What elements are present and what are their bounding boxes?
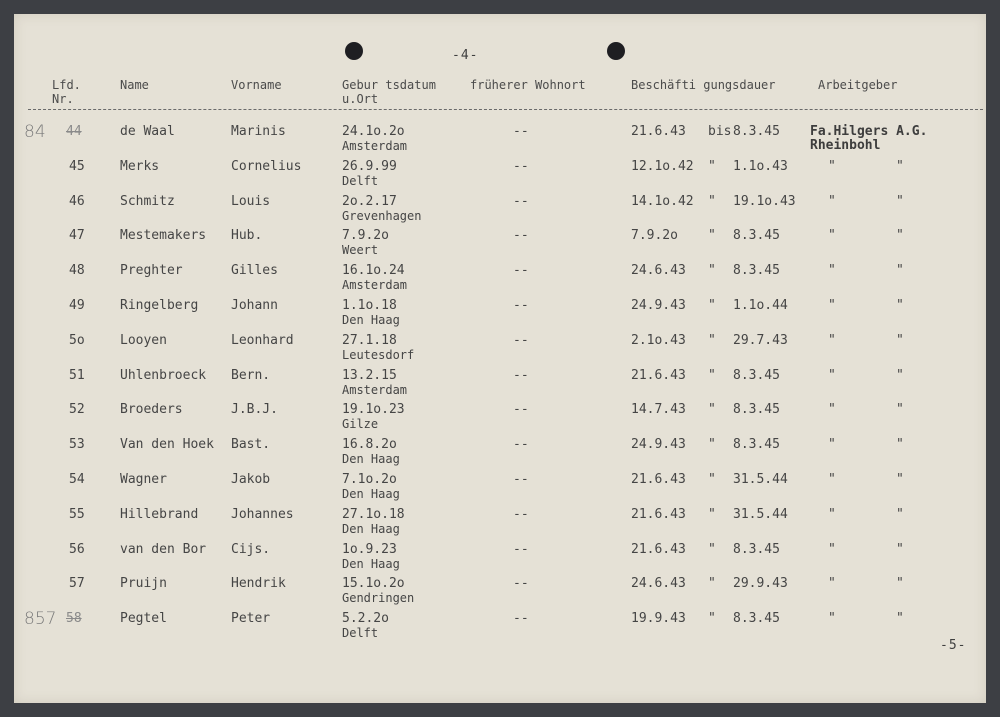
row-vorname: Peter bbox=[231, 611, 271, 626]
row-wohnort: -- bbox=[513, 402, 529, 417]
row-ditto-dauer: " bbox=[708, 542, 716, 557]
birth-date: 26.9.99 bbox=[342, 159, 397, 174]
row-to: 19.1o.43 bbox=[733, 194, 796, 209]
row-ditto-employer-1: " bbox=[828, 159, 836, 174]
row-ditto-employer-1: " bbox=[828, 576, 836, 591]
header-divider bbox=[28, 109, 983, 110]
row-ditto-employer-1: " bbox=[828, 368, 836, 383]
row-ditto-dauer: " bbox=[708, 472, 716, 487]
row-wohnort: -- bbox=[513, 472, 529, 487]
row-from: 7.9.2o bbox=[631, 228, 678, 243]
birth-place: Den Haag bbox=[342, 557, 400, 571]
row-number: 51 bbox=[69, 368, 85, 383]
row-vorname: Cornelius bbox=[231, 159, 302, 174]
row-ditto-employer-1: " bbox=[828, 194, 836, 209]
row-birth bbox=[342, 229, 389, 257]
row-birth bbox=[342, 125, 407, 153]
row-to: 8.3.45 bbox=[733, 611, 780, 626]
employer-line1: Fa.Hilgers A.G. bbox=[810, 124, 928, 139]
row-ditto-employer-1: " bbox=[828, 402, 836, 417]
row-wohnort: -- bbox=[513, 124, 529, 139]
row-to: 31.5.44 bbox=[733, 507, 788, 522]
row-birth bbox=[342, 612, 389, 640]
row-number: 48 bbox=[69, 263, 85, 278]
birth-place: Amsterdam bbox=[342, 383, 408, 397]
row-number: 55 bbox=[69, 507, 85, 522]
document-page bbox=[14, 14, 986, 703]
row-ditto-employer-2: " bbox=[896, 194, 904, 209]
row-number: 54 bbox=[69, 472, 85, 487]
row-to: 8.3.45 bbox=[733, 124, 780, 139]
row-wohnort: -- bbox=[513, 507, 529, 522]
row-birth bbox=[342, 369, 407, 397]
row-name: Broeders bbox=[120, 402, 183, 417]
row-ditto-employer-2: " bbox=[896, 507, 904, 522]
birth-date: 19.1o.23 bbox=[342, 402, 405, 417]
row-birth bbox=[342, 195, 421, 223]
row-vorname: Hub. bbox=[231, 228, 263, 243]
row-to: 1.1o.43 bbox=[733, 159, 788, 174]
row-number: 53 bbox=[69, 437, 85, 452]
row-ditto-employer-2: " bbox=[896, 611, 904, 626]
row-number: 52 bbox=[69, 402, 85, 417]
row-ditto-employer-2: " bbox=[896, 437, 904, 452]
row-wohnort: -- bbox=[513, 194, 529, 209]
row-from: 14.1o.42 bbox=[631, 194, 694, 209]
row-wohnort: -- bbox=[513, 437, 529, 452]
row-birth bbox=[342, 438, 400, 466]
birth-place: Amsterdam bbox=[342, 278, 408, 292]
row-name: Pruijn bbox=[120, 576, 167, 591]
birth-place: Den Haag bbox=[342, 452, 400, 466]
row-ditto-employer-1: " bbox=[828, 542, 836, 557]
birth-date: 7.1o.2o bbox=[342, 472, 397, 487]
row-from: 21.6.43 bbox=[631, 124, 686, 139]
row-ditto-dauer: " bbox=[708, 333, 716, 348]
row-to: 29.7.43 bbox=[733, 333, 788, 348]
row-wohnort: -- bbox=[513, 611, 529, 626]
row-ditto-dauer: " bbox=[708, 437, 716, 452]
row-ditto-employer-2: " bbox=[896, 159, 904, 174]
row-ditto-employer-1: " bbox=[828, 472, 836, 487]
header-geburtsdatum: Gebur tsdatum u.Ort bbox=[342, 78, 436, 106]
row-wohnort: -- bbox=[513, 576, 529, 591]
birth-place: Den Haag bbox=[342, 522, 400, 536]
row-number: 44 bbox=[66, 124, 82, 139]
row-ditto-employer-1: " bbox=[828, 437, 836, 452]
row-ditto-employer-2: " bbox=[896, 368, 904, 383]
row-birth bbox=[342, 299, 400, 327]
row-from: 24.6.43 bbox=[631, 576, 686, 591]
row-number: 46 bbox=[69, 194, 85, 209]
row-wohnort: -- bbox=[513, 228, 529, 243]
row-wohnort: -- bbox=[513, 368, 529, 383]
row-from: 21.6.43 bbox=[631, 542, 686, 557]
birth-date: 1o.9.23 bbox=[342, 542, 397, 557]
birth-place: Gilze bbox=[342, 417, 379, 431]
birth-date: 1.1o.18 bbox=[342, 298, 397, 313]
row-to: 29.9.43 bbox=[733, 576, 788, 591]
handwritten-number: 857 bbox=[24, 609, 57, 629]
row-wohnort: -- bbox=[513, 333, 529, 348]
row-number: 47 bbox=[69, 228, 85, 243]
punch-hole-left bbox=[345, 42, 363, 60]
row-from: 21.6.43 bbox=[631, 507, 686, 522]
row-ditto-employer-2: " bbox=[896, 576, 904, 591]
row-number: 5o bbox=[69, 333, 85, 348]
birth-place: Amsterdam bbox=[342, 139, 408, 153]
header-arbeitgeber: Arbeitgeber bbox=[818, 78, 898, 92]
row-name: Van den Hoek bbox=[120, 437, 214, 452]
row-name: Ringelberg bbox=[120, 298, 199, 313]
birth-place: Den Haag bbox=[342, 313, 400, 327]
row-birth bbox=[342, 577, 414, 605]
row-ditto-employer-1: " bbox=[828, 507, 836, 522]
birth-place: Delft bbox=[342, 626, 379, 640]
row-ditto-dauer: " bbox=[708, 228, 716, 243]
row-vorname: Leonhard bbox=[231, 333, 294, 348]
birth-date: 13.2.15 bbox=[342, 368, 397, 383]
birth-place: Weert bbox=[342, 243, 379, 257]
row-number: 57 bbox=[69, 576, 85, 591]
birth-date: 16.1o.24 bbox=[342, 263, 405, 278]
birth-date: 15.1o.2o bbox=[342, 576, 405, 591]
header-lfd: Lfd. Nr. bbox=[52, 78, 81, 106]
birth-date: 24.1o.2o bbox=[342, 124, 405, 139]
header-wohnort: früherer Wohnort bbox=[470, 78, 586, 92]
header-vorname: Vorname bbox=[231, 78, 282, 92]
row-ditto-dauer: " bbox=[708, 576, 716, 591]
row-from: 21.6.43 bbox=[631, 472, 686, 487]
row-birth bbox=[342, 160, 397, 188]
row-from: 21.6.43 bbox=[631, 368, 686, 383]
row-to: 8.3.45 bbox=[733, 402, 780, 417]
row-ditto-dauer: " bbox=[708, 402, 716, 417]
birth-date: 5.2.2o bbox=[342, 611, 389, 626]
row-birth bbox=[342, 264, 407, 292]
row-vorname: Johannes bbox=[231, 507, 294, 522]
row-number: 56 bbox=[69, 542, 85, 557]
row-ditto-employer-1: " bbox=[828, 263, 836, 278]
employer-line2: Rheinbohl bbox=[810, 138, 881, 153]
birth-date: 7.9.2o bbox=[342, 228, 389, 243]
row-ditto-dauer: " bbox=[708, 298, 716, 313]
row-vorname: Marinis bbox=[231, 124, 286, 139]
row-vorname: Bast. bbox=[231, 437, 271, 452]
header-dauer: Beschäfti gungsdauer bbox=[631, 78, 776, 92]
row-ditto-employer-2: " bbox=[896, 472, 904, 487]
row-birth bbox=[342, 473, 400, 501]
row-wohnort: -- bbox=[513, 542, 529, 557]
row-ditto-employer-2: " bbox=[896, 333, 904, 348]
row-from: 24.9.43 bbox=[631, 298, 686, 313]
row-ditto-employer-2: " bbox=[896, 542, 904, 557]
birth-place: Grevenhagen bbox=[342, 209, 422, 223]
row-name: Pegtel bbox=[120, 611, 167, 626]
row-name: Preghter bbox=[120, 263, 183, 278]
row-wohnort: -- bbox=[513, 159, 529, 174]
row-number: 45 bbox=[69, 159, 85, 174]
row-ditto-employer-2: " bbox=[896, 228, 904, 243]
birth-date: 2o.2.17 bbox=[342, 194, 397, 209]
row-ditto-dauer: " bbox=[708, 194, 716, 209]
row-name: Uhlenbroeck bbox=[120, 368, 207, 383]
row-to: 8.3.45 bbox=[733, 368, 780, 383]
row-from: 14.7.43 bbox=[631, 402, 686, 417]
row-employer bbox=[810, 125, 927, 153]
row-name: Looyen bbox=[120, 333, 167, 348]
row-name: van den Bor bbox=[120, 542, 207, 557]
row-to: 8.3.45 bbox=[733, 263, 780, 278]
row-ditto-dauer: " bbox=[708, 368, 716, 383]
row-name: Hillebrand bbox=[120, 507, 199, 522]
row-from: 24.9.43 bbox=[631, 437, 686, 452]
row-ditto-dauer: " bbox=[708, 159, 716, 174]
birth-date: 27.1.18 bbox=[342, 333, 397, 348]
row-vorname: Gilles bbox=[231, 263, 278, 278]
row-to: 8.3.45 bbox=[733, 437, 780, 452]
row-ditto-employer-1: " bbox=[828, 333, 836, 348]
row-number: 58 bbox=[66, 611, 82, 626]
row-to: 31.5.44 bbox=[733, 472, 788, 487]
birth-date: 27.1o.18 bbox=[342, 507, 405, 522]
row-vorname: Hendrik bbox=[231, 576, 286, 591]
row-ditto-employer-1: " bbox=[828, 298, 836, 313]
row-vorname: Johann bbox=[231, 298, 278, 313]
header-name: Name bbox=[120, 78, 149, 92]
birth-place: Gendringen bbox=[342, 591, 415, 605]
row-birth bbox=[342, 334, 414, 362]
row-name: Wagner bbox=[120, 472, 167, 487]
next-page-marker: -5- bbox=[940, 638, 967, 653]
row-from: 24.6.43 bbox=[631, 263, 686, 278]
row-from: 19.9.43 bbox=[631, 611, 686, 626]
row-ditto-employer-1: " bbox=[828, 228, 836, 243]
birth-date: 16.8.2o bbox=[342, 437, 397, 452]
row-to: 1.1o.44 bbox=[733, 298, 788, 313]
row-vorname: Cijs. bbox=[231, 542, 271, 557]
row-from: 2.1o.43 bbox=[631, 333, 686, 348]
birth-place: Delft bbox=[342, 174, 379, 188]
handwritten-number: 84 bbox=[24, 122, 46, 142]
row-ditto-dauer: " bbox=[708, 263, 716, 278]
row-name: Mestemakers bbox=[120, 228, 207, 243]
row-birth bbox=[342, 403, 405, 431]
row-birth bbox=[342, 543, 400, 571]
row-name: Merks bbox=[120, 159, 160, 174]
birth-place: Den Haag bbox=[342, 487, 400, 501]
row-vorname: Jakob bbox=[231, 472, 271, 487]
row-birth bbox=[342, 508, 405, 536]
row-number: 49 bbox=[69, 298, 85, 313]
row-from: 12.1o.42 bbox=[631, 159, 694, 174]
row-to: 8.3.45 bbox=[733, 542, 780, 557]
row-bis: bis bbox=[708, 124, 732, 139]
punch-hole-right bbox=[607, 42, 625, 60]
row-wohnort: -- bbox=[513, 263, 529, 278]
row-ditto-employer-2: " bbox=[896, 402, 904, 417]
row-vorname: Bern. bbox=[231, 368, 271, 383]
row-vorname: J.B.J. bbox=[231, 402, 278, 417]
row-name: Schmitz bbox=[120, 194, 175, 209]
row-name: de Waal bbox=[120, 124, 175, 139]
row-ditto-dauer: " bbox=[708, 611, 716, 626]
row-ditto-employer-2: " bbox=[896, 263, 904, 278]
row-to: 8.3.45 bbox=[733, 228, 780, 243]
page-number: -4- bbox=[452, 48, 479, 63]
row-wohnort: -- bbox=[513, 298, 529, 313]
row-vorname: Louis bbox=[231, 194, 271, 209]
row-ditto-employer-2: " bbox=[896, 298, 904, 313]
row-ditto-dauer: " bbox=[708, 507, 716, 522]
row-ditto-employer-1: " bbox=[828, 611, 836, 626]
birth-place: Leutesdorf bbox=[342, 348, 415, 362]
